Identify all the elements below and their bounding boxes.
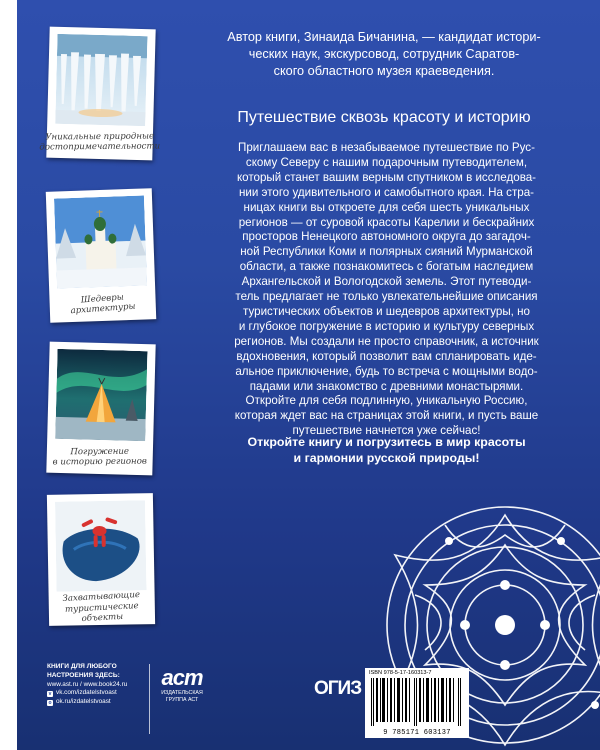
ast-mark: аст (161, 665, 203, 690)
ast-publisher-logo (158, 666, 206, 704)
footer-divider (149, 664, 150, 734)
church-photo (54, 195, 147, 288)
ice-swimmer-photo (55, 500, 147, 592)
footer-websites[interactable]: www.ast.ru / www.book24.ru (47, 680, 128, 688)
ice-cave-photo (55, 34, 147, 126)
author-info: Автор книги, Зинаида Бичанина, — кандидат истори- ческих наук, экскурсовод, сотрудник Саратов- ского областного музея краеведения. (227, 30, 541, 78)
photo-card-nature (39, 27, 161, 161)
card-caption: Уникальные природные достопримечательности (39, 131, 161, 153)
isbn-label: ISBN 978-5-17-160313-7 (369, 670, 432, 676)
vk-link[interactable] (47, 689, 157, 698)
page-edge (0, 0, 17, 750)
card-caption: Шедевры архитектуры (70, 291, 136, 317)
photo-card-architecture (46, 188, 157, 323)
description-text: Приглашаем вас в незабываемое путешествие по Рус- скому Северу с нашим подарочным путеводителем, который станет вашим верным спутником в исследова- нии этого удивительного и самобытного края. На стра- ницах книги вы откроете для себя шесть уникальных регионов — от суровой красоты Карелии и бескрайних просторов Ненецкого автономного округа до загадоч- ной Республики Коми и полярных сияний Мурманской области, а также познакомитесь с богатым наследием Архангельской и Вологодской земель. Этот путеводи- тель предлагает не только увлекательнейшие описания туристических объектов и шедевров архитектуры, но и глубокое погружение в историю и культуру северных регионов. Мы создали не просто справочник, а источник вдохновения, который позволит вам спланировать иде- альное приключение, будь то встреча с мощными водо- падами или знакомство с древними монастырями. Откройте для себя подлинную, уникальную Россию, которая ждет вас на страницах этой книги, и пусть ваше путешествие начнется уже сейчас! (234, 141, 539, 438)
barcode-icon (369, 678, 465, 726)
photo-card-attractions (47, 493, 155, 626)
card-caption: Погружение в историю регионов (52, 446, 147, 468)
call-to-action: Откройте книгу и погрузитесь в мир красоты и гармонии русской природы! (247, 435, 526, 465)
ok-link-label: ok.ru/izdatelstvoast (56, 698, 111, 706)
vk-icon: v (48, 690, 52, 697)
footer-heading: КНИГИ ДЛЯ ЛЮБОГО НАСТРОЕНИЯ ЗДЕСЬ: (47, 663, 120, 679)
photo-card-history (46, 342, 155, 476)
vk-link-label: vk.com/izdatelstvoast (56, 689, 117, 697)
publisher-name: ИЗДАТЕЛЬСКАЯ ГРУППА АСТ (161, 690, 203, 703)
footer-links (47, 663, 157, 707)
section-heading: Путешествие сквозь красоту и историю (237, 109, 531, 126)
isbn-barcode-box (365, 668, 469, 738)
teepee-aurora-photo (55, 349, 147, 441)
barcode-digits: 9 785171 603137 (383, 729, 451, 737)
ok-icon: o (48, 699, 52, 706)
ogiz-logo: ОГИЗ (314, 678, 362, 699)
ok-link[interactable] (47, 698, 157, 707)
card-caption: Захватывающие туристические объекты (62, 590, 141, 625)
